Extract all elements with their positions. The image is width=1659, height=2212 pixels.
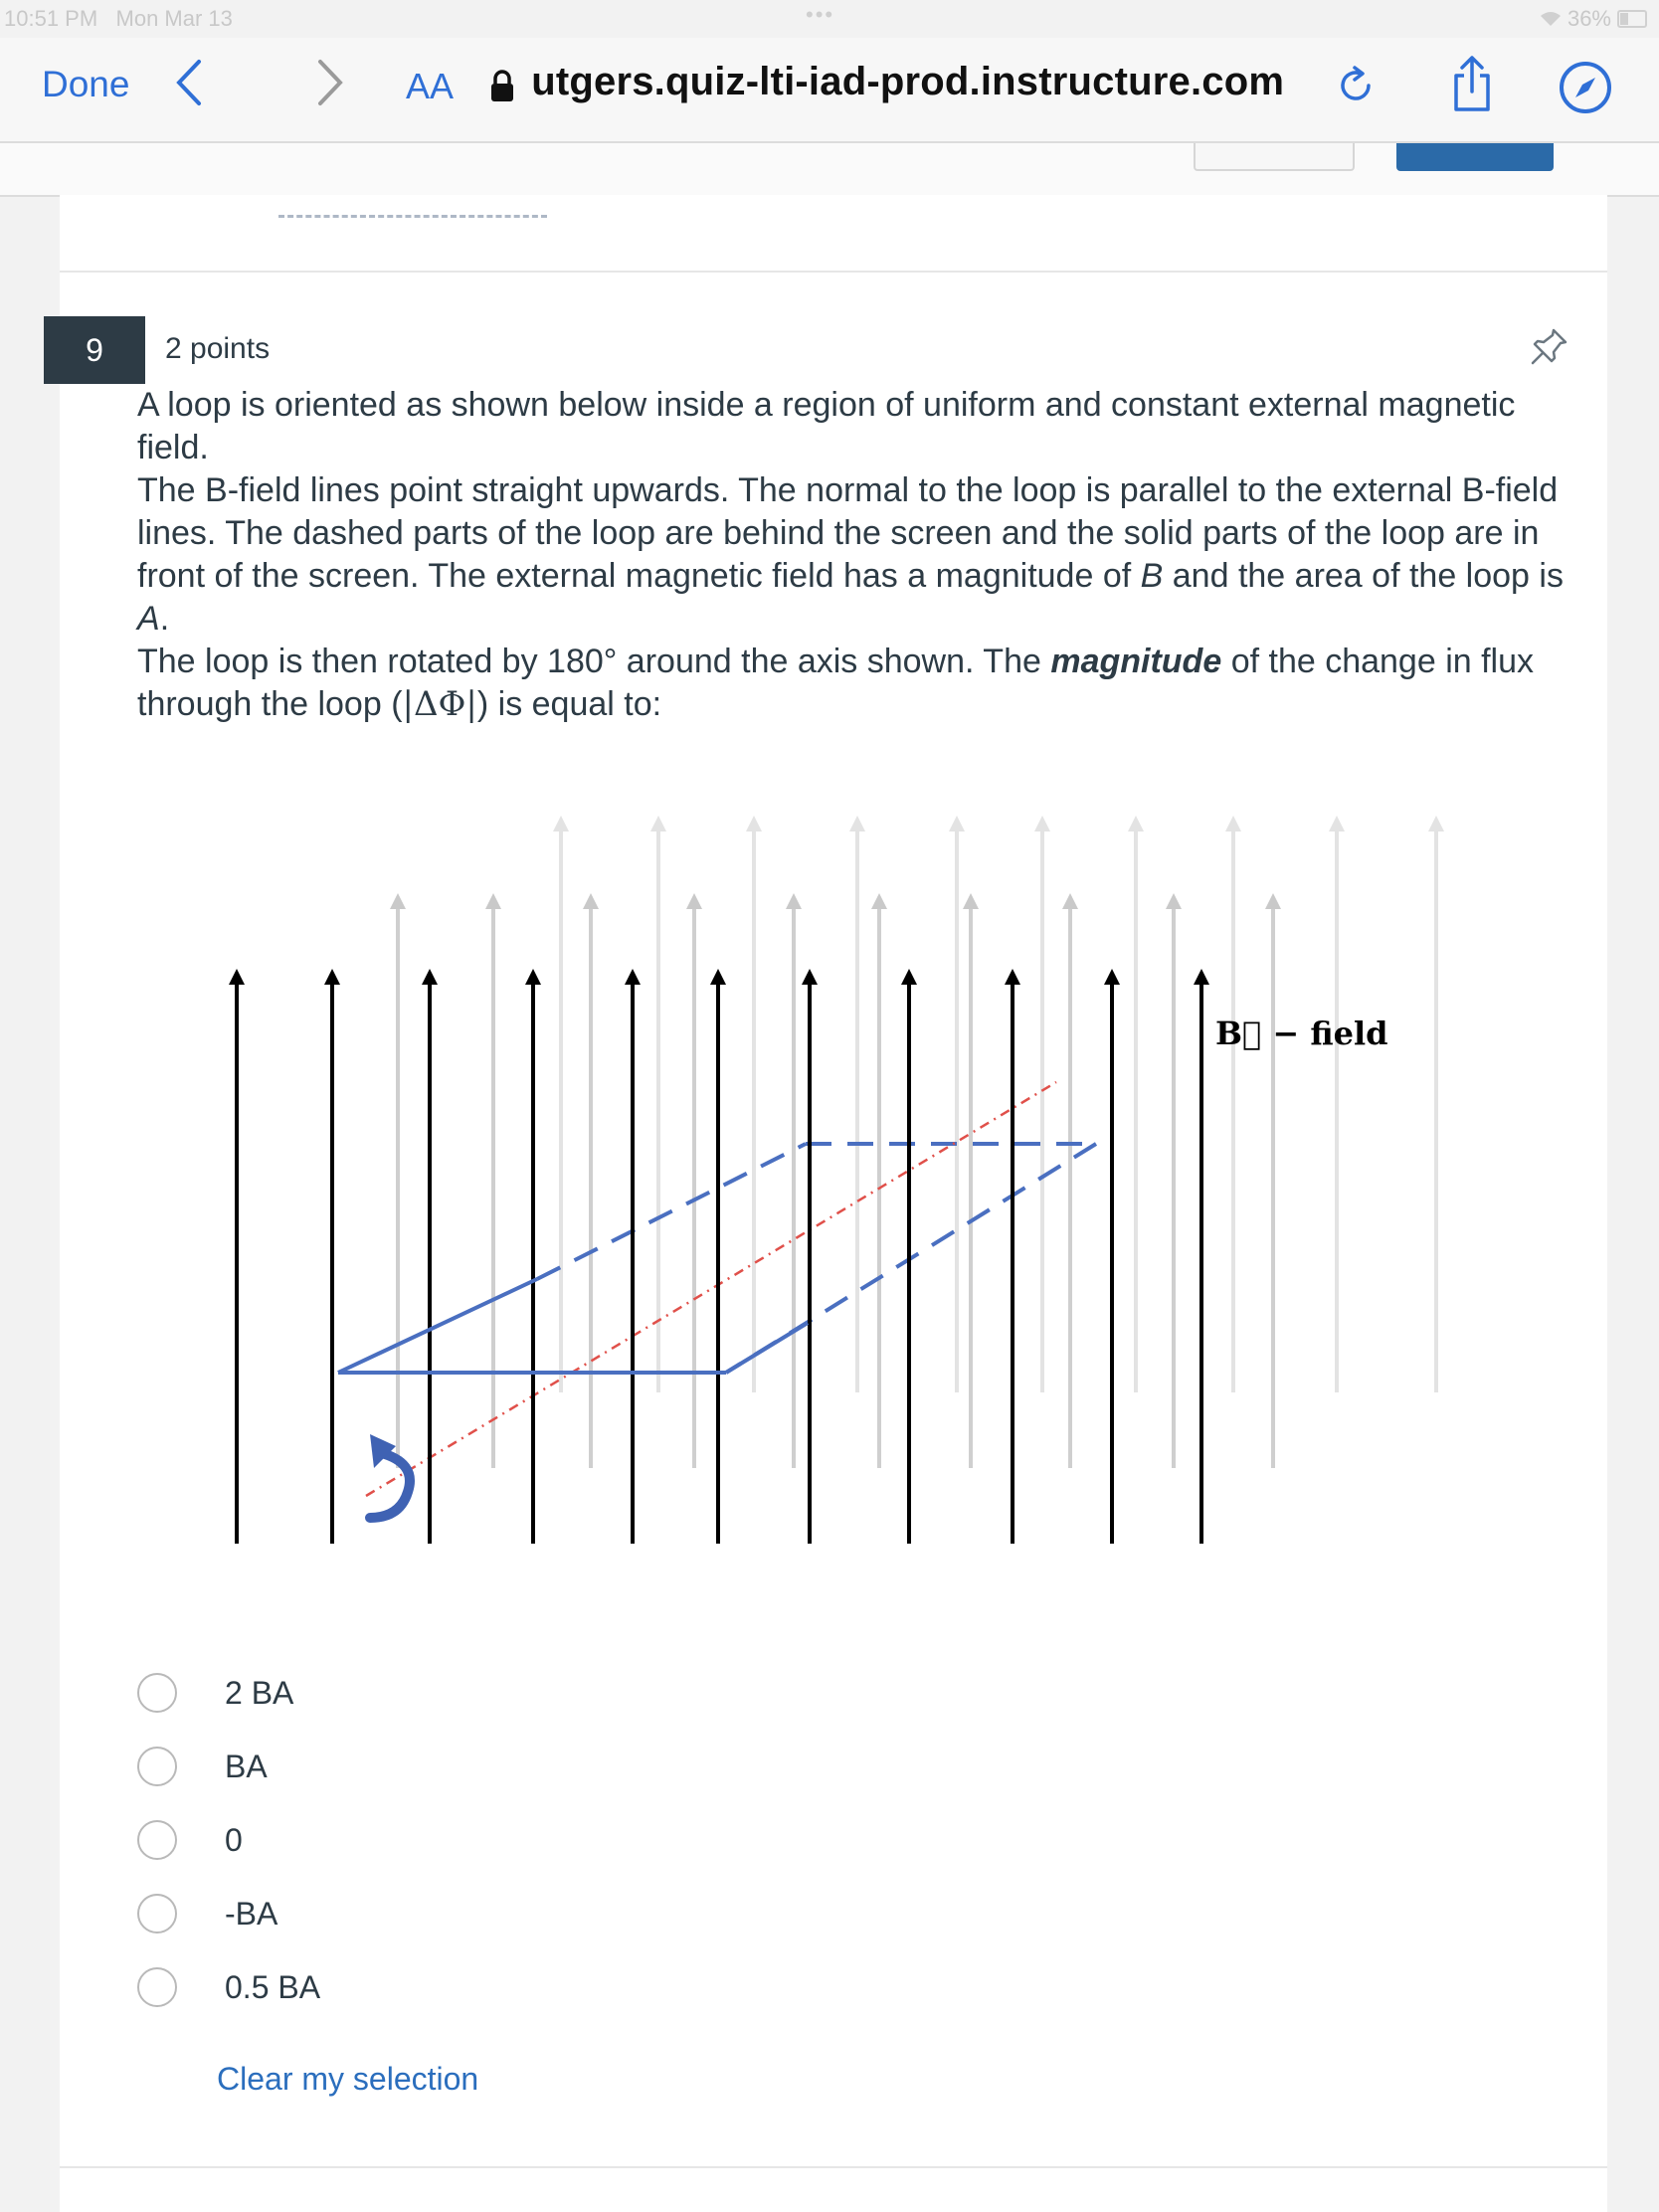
radio-button[interactable]: [137, 1967, 177, 2007]
question-number: 9: [44, 316, 145, 384]
battery-icon: [1617, 10, 1647, 28]
pin-icon[interactable]: [1528, 324, 1571, 368]
status-time: 10:51 PM Mon Mar 13: [4, 6, 233, 31]
answer-option[interactable]: [137, 1894, 734, 1943]
field-label: B⃗ − field: [1215, 1014, 1388, 1052]
divider: [60, 2166, 1607, 2168]
multitask-dots-icon[interactable]: •••: [806, 2, 835, 27]
partial-submit-button[interactable]: [1396, 143, 1554, 171]
answer-label[interactable]: 0: [225, 1822, 243, 1858]
back-icon[interactable]: [171, 58, 205, 107]
battery-percent: 36%: [1567, 6, 1611, 31]
answer-label[interactable]: 2 BA: [225, 1675, 294, 1711]
status-indicators: [1540, 6, 1647, 32]
page-top-strip: [0, 143, 1659, 197]
done-button[interactable]: Done: [42, 64, 130, 104]
answer-label[interactable]: BA: [225, 1749, 268, 1784]
answer-label[interactable]: -BA: [225, 1896, 278, 1932]
status-bar: [0, 0, 1659, 38]
text-size-button[interactable]: AA: [406, 66, 455, 106]
compass-icon[interactable]: [1558, 60, 1613, 115]
answer-option[interactable]: [137, 1673, 734, 1723]
divider: [60, 271, 1607, 273]
partial-clear-link[interactable]: [278, 201, 547, 218]
forward-icon[interactable]: [314, 58, 348, 107]
answer-option[interactable]: [137, 1967, 734, 2017]
reload-icon[interactable]: [1335, 62, 1379, 111]
wifi-icon: [1540, 11, 1562, 27]
lock-icon: [489, 70, 515, 103]
browser-toolbar: [0, 38, 1659, 143]
answer-label[interactable]: 0.5 BA: [225, 1969, 321, 2005]
partial-button[interactable]: [1194, 143, 1355, 171]
radio-button[interactable]: [137, 1894, 177, 1934]
question-text: A loop is oriented as shown below inside a region of uniform and constant external magnetic field. The B-field lines point straight upwards. The normal to the loop is parallel to the external B-field lines. The dashed parts of the loop are behind the screen and the solid parts of the loop are in front of the screen. The external magnetic field has a magnitude of B and the area of the loop is A. The loop is then rotated by 180° around the axis shown. The magnitude of the change in flux through the loop (|ΔΦ|) is equal to:: [137, 386, 1564, 724]
clear-selection-link[interactable]: Clear my selection: [217, 2061, 479, 2097]
answer-option[interactable]: [137, 1747, 734, 1796]
radio-button[interactable]: [137, 1820, 177, 1860]
question-points: 2 points: [165, 332, 271, 365]
radio-button[interactable]: [137, 1673, 177, 1713]
share-icon[interactable]: [1448, 54, 1496, 113]
url-field[interactable]: utgers.quiz-lti-iad-prod.instructure.com: [523, 60, 1285, 103]
radio-button[interactable]: [137, 1747, 177, 1786]
answer-option[interactable]: [137, 1820, 734, 1870]
